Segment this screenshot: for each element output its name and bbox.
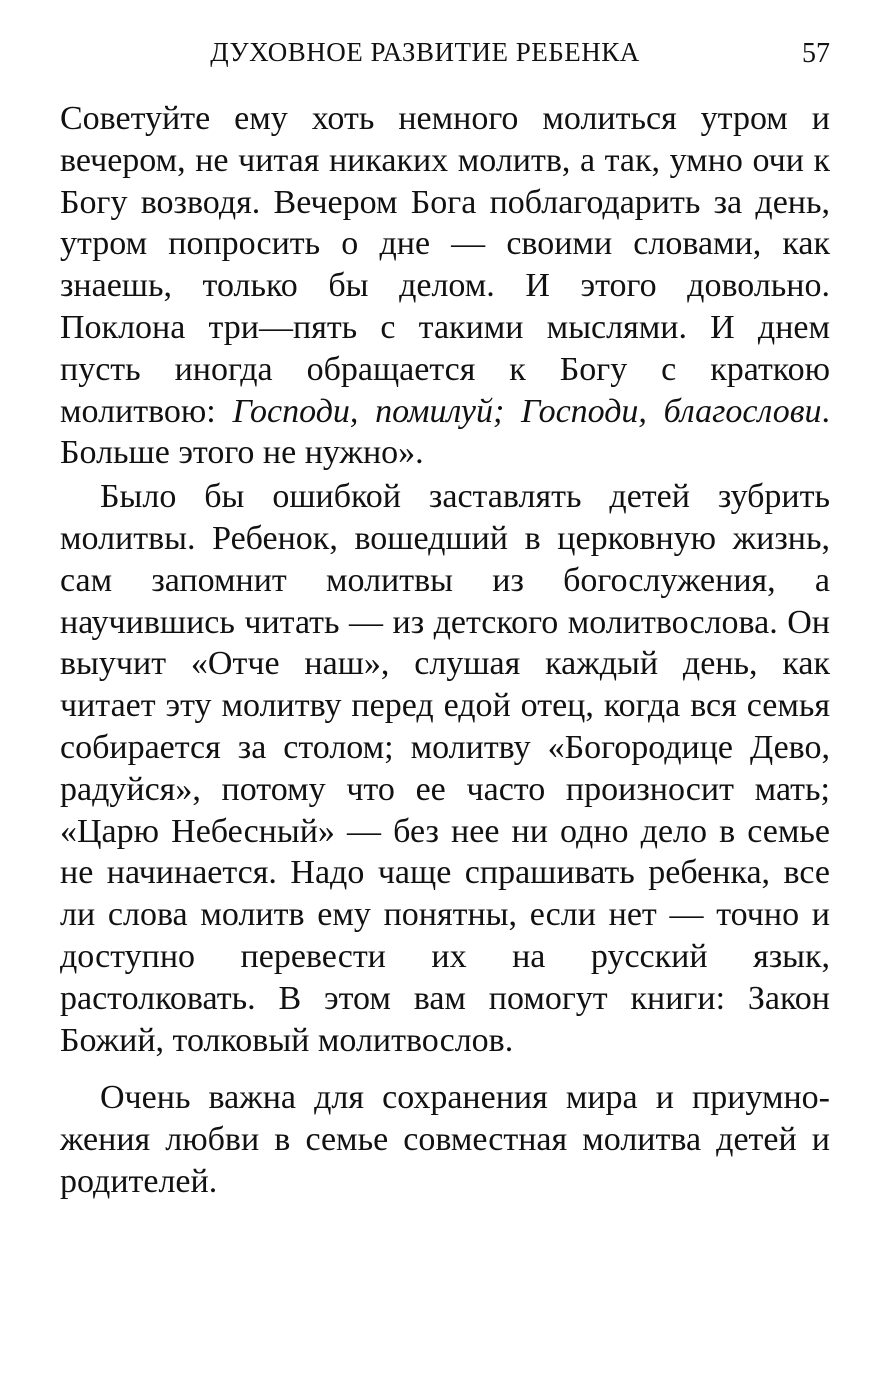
paragraph-1 <box>60 98 830 474</box>
running-head <box>60 34 830 74</box>
running-title: ДУХОВНОЕ РАЗВИТИЕ РЕБЕНКА <box>210 37 640 67</box>
paragraph-1-italic-prayer: Господи, помилуй; Господи, благослови <box>232 392 822 430</box>
paragraph-1-text-before: Советуйте ему хоть немного молиться утром и вечером, не читая никаких молитв, а так, умно очи к Богу возводя. Вечером Бога поблагодарить за день, утром попросить о дне — своими словами, как знаешь, только бы делом. И этого довольно. Поклона три—пять с такими мыслями. И днем пусть иногда обращается к Богу с краткою молитвою: <box>60 100 830 430</box>
paragraph-2: Было бы ошибкой заставлять детей зубрить молитвы. Ребенок, вошедший в церковную жизнь, сам запомнит молитвы из богослужения, а научившись читать — из детского молитвослова. Он выучит «Отче наш», слушая каждый день, как читает эту молитву перед едой отец, когда вся семья собирается за столом; молитву «Богородице Дево, радуйся», потому что ее часто произносит мать; «Царю Небесный» — без нее ни одно дело в семье не начинается. Надо чаще спрашивать ребенка, все ли слова молитв ему понятны, если нет — точно и доступно перевести их на русский язык, растолковать. В этом вам помогут книги: Закон Божий, толковый молитвослов. <box>60 478 830 1059</box>
paragraph-3: Очень важна для сохранения мира и приумножения любви в семье совместная молитва детей и родителей. <box>60 1079 830 1200</box>
paragraph-1-text-after: . Больше этого не нужно». <box>60 392 830 472</box>
text-body <box>60 98 830 1203</box>
page-number: 57 <box>802 38 830 69</box>
